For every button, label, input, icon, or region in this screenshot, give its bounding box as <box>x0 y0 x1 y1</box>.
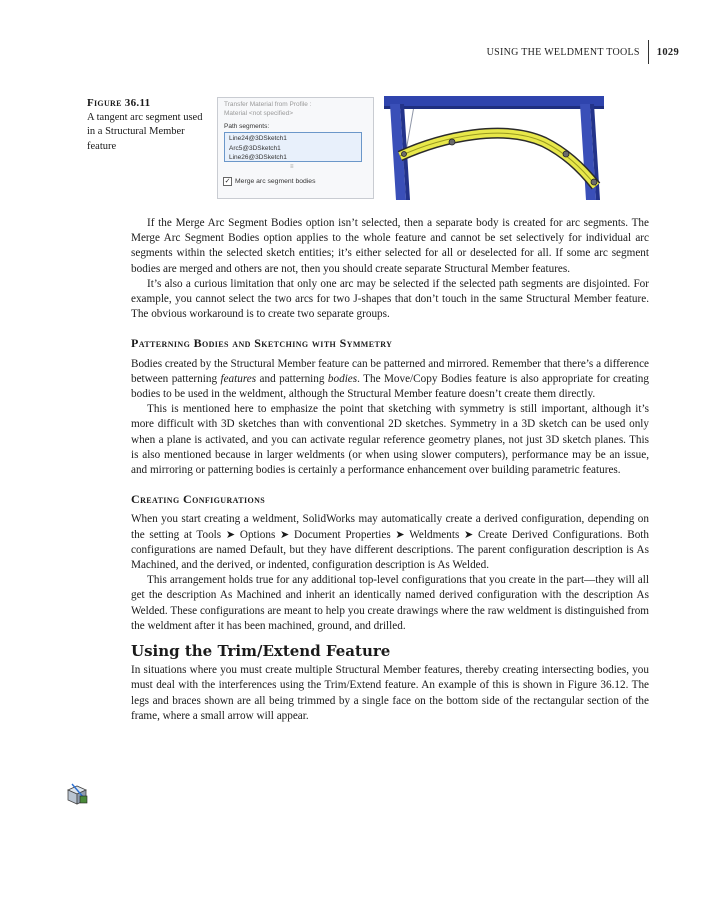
arc-point <box>449 139 455 145</box>
tangent-arc-frame-image <box>384 96 604 200</box>
paragraph: In situations where you must create multiple Structural Member features, thereby creating intersecting bodies, you must deal with the interferences using the Trim/Extend feature. An example of this is shown in Figure 36.12. The legs and braces shown are all being trimmed by a single face on the bottom side of the rectangular section of the frame, where a small arrow will appear. <box>131 664 649 722</box>
structural-member-panel <box>217 97 374 199</box>
section-heading-configurations: Creating Configurations <box>131 492 266 507</box>
running-header <box>487 40 679 64</box>
section-heading-trim-extend: Using the Trim/Extend Feature <box>131 642 391 661</box>
emphasis-bodies: bodies <box>327 372 358 385</box>
arc-point <box>402 152 407 157</box>
transfer-material-option: Transfer Material from Profile : <box>224 101 312 108</box>
header-divider <box>648 40 649 64</box>
paragraph: When you start creating a weldment, SolidWorks may automatically create a derived configuration, depending on the setting at Tools ➤ Options ➤ Document Properties ➤ Weldments ➤ Create Derived Configurations. Both configurations are named Default, but they have different descriptions. The parent configuration description is As Machined, and the derived, or indented, configuration description is As Welded. <box>131 513 649 572</box>
page-number: 1029 <box>656 46 679 58</box>
section-heading-patterning: Patterning Bodies and Sketching with Symmetry <box>131 336 393 351</box>
path-segment-item[interactable]: Line26@3DSketch1 <box>229 154 287 161</box>
arc-point <box>591 179 597 185</box>
merge-arc-option[interactable] <box>223 177 315 186</box>
paragraph: Bodies created by the Structural Member feature can be patterned and mirrored. Remember that there’s a difference between patterning features and patterning bodies. The Move/Copy Bodies feature is also appropriate for creating bodies to be used in the weldment, although the Structural Member feature doesn’t create them directly. <box>131 357 649 401</box>
top-rail <box>384 96 604 106</box>
emphasis-features: features <box>220 372 257 385</box>
trim-extend-feature-icon <box>64 781 90 807</box>
figure-caption-text: A tangent arc segment used in a Structural Member feature <box>87 111 203 152</box>
paragraph: It’s also a curious limitation that only one arc may be selected if the selected path segments are disjointed. For example, you cannot select the two arcs for two J-shapes that don’t touch in the same Structural Member feature. The obvious workaround is to create two separate groups. <box>131 277 649 321</box>
path-segment-item[interactable]: Arc5@3DSketch1 <box>229 144 281 152</box>
merge-arc-checkbox[interactable]: ✓ <box>224 178 231 185</box>
merge-arc-label: Merge arc segment bodies <box>235 178 316 185</box>
paragraph: If the Merge Arc Segment Bodies option isn’t selected, then a separate body is created for arc segments. The Merge Arc Segment Bodies option applies to the whole feature and cannot be set selectively for individual arc segments within the selected sketch entities; it’s either selected for all or deselected for all. If some arc segment bodies are merged and others are not, then you should create separate Structural Member features. <box>131 217 649 275</box>
figure-label: Figure 36.11 <box>87 97 151 109</box>
material-label: Material <not specified> <box>224 110 294 117</box>
path-segments-list[interactable] <box>224 132 362 162</box>
paragraph: This is mentioned here to emphasize the point that sketching with symmetry is still important, although it’s more difficult with 3D sketches than with conventional 2D sketches. Symmetry in a 3D sketch can be used only when a plane is activated, and you can activate regular reference geometry planes, not just 3D sketch planes. This is also mentioned because in larger weldments (or when using slower computers), performance may be an issue, and mirroring or patterning bodies is certainly a performance enhancement over building parametric features. <box>131 403 649 477</box>
paragraph: This arrangement holds true for any additional top-level configurations that you create in the part—they will all get the description As Machined and inherit an identically named derived configuration with the description As Welded. These configurations are meant to help you create drawings where the raw weldment is distinguished from the weldment after it has been machined, ground, and drilled. <box>131 574 649 632</box>
path-segment-item[interactable]: Line24@3DSketch1 <box>229 135 287 142</box>
arc-point <box>563 151 569 157</box>
running-title: USING THE WELDMENT TOOLS <box>486 46 640 58</box>
figure-caption <box>87 96 207 154</box>
path-segments-label: Path segments: <box>224 123 270 130</box>
body-text <box>131 216 649 724</box>
list-resize-handle-icon[interactable]: ≡ <box>290 164 294 170</box>
